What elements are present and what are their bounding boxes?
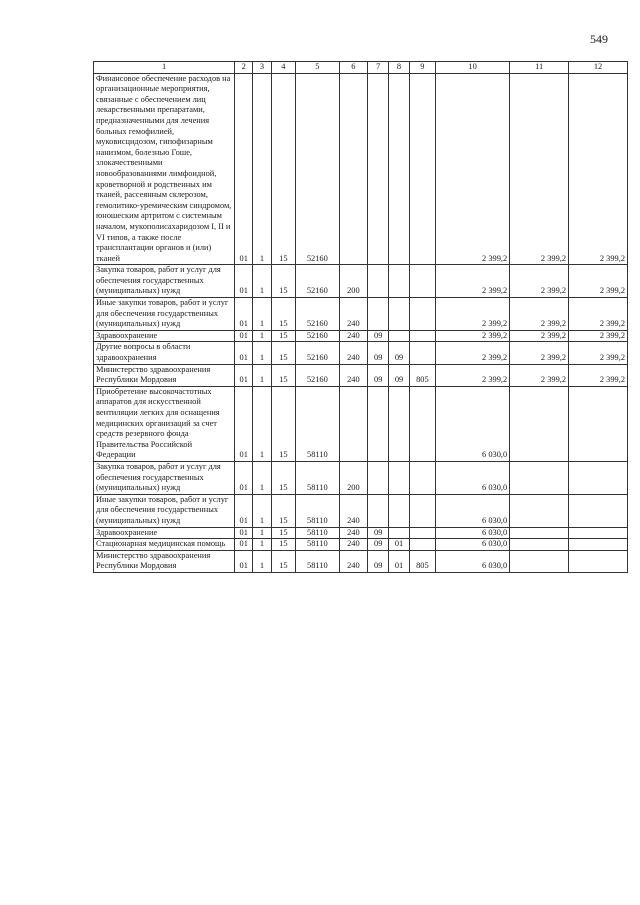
cell-col-10: 6 030,0 bbox=[436, 550, 510, 572]
cell-col-10: 6 030,0 bbox=[436, 527, 510, 539]
cell-col-8 bbox=[389, 527, 409, 539]
table-row bbox=[94, 527, 628, 539]
cell-col-2: 01 bbox=[235, 298, 253, 331]
cell-col-4: 15 bbox=[271, 494, 295, 527]
cell-col-9 bbox=[409, 461, 435, 494]
cell-col-6: 240 bbox=[339, 494, 367, 527]
cell-col-2: 01 bbox=[235, 342, 253, 364]
cell-col-6: 240 bbox=[339, 539, 367, 551]
cell-col-8 bbox=[389, 461, 409, 494]
row-name-cell: Министерство здравоохранения Республики Мордовия bbox=[94, 550, 235, 572]
table-row bbox=[94, 550, 628, 572]
cell-col-11 bbox=[510, 461, 569, 494]
col-header: 1 bbox=[94, 62, 235, 74]
cell-col-6: 200 bbox=[339, 265, 367, 298]
cell-col-12 bbox=[569, 550, 628, 572]
cell-col-11: 2 399,2 bbox=[510, 73, 569, 265]
cell-col-10: 2 399,2 bbox=[436, 364, 510, 386]
row-name-cell: Министерство здравоохранения Республики Мордовия bbox=[94, 364, 235, 386]
col-header: 11 bbox=[510, 62, 569, 74]
cell-col-12: 2 399,2 bbox=[569, 298, 628, 331]
cell-col-2: 01 bbox=[235, 364, 253, 386]
col-header: 7 bbox=[368, 62, 389, 74]
row-name-cell: Здравоохранение bbox=[94, 527, 235, 539]
cell-col-2: 01 bbox=[235, 550, 253, 572]
cell-col-5: 58110 bbox=[296, 386, 340, 461]
cell-col-2: 01 bbox=[235, 386, 253, 461]
row-name-cell: Другие вопросы в области здравоохранения bbox=[94, 342, 235, 364]
cell-col-2: 01 bbox=[235, 461, 253, 494]
cell-col-5: 58110 bbox=[296, 494, 340, 527]
cell-col-7: 09 bbox=[368, 539, 389, 551]
cell-col-2: 01 bbox=[235, 539, 253, 551]
cell-col-2: 01 bbox=[235, 265, 253, 298]
cell-col-6 bbox=[339, 73, 367, 265]
cell-col-4: 15 bbox=[271, 461, 295, 494]
cell-col-10: 6 030,0 bbox=[436, 539, 510, 551]
cell-col-10: 6 030,0 bbox=[436, 461, 510, 494]
cell-col-6: 240 bbox=[339, 364, 367, 386]
cell-col-12 bbox=[569, 494, 628, 527]
cell-col-7: 09 bbox=[368, 330, 389, 342]
cell-col-10: 2 399,2 bbox=[436, 342, 510, 364]
cell-col-2: 01 bbox=[235, 330, 253, 342]
cell-col-6: 240 bbox=[339, 298, 367, 331]
cell-col-7 bbox=[368, 386, 389, 461]
cell-col-3: 1 bbox=[253, 73, 271, 265]
cell-col-7 bbox=[368, 298, 389, 331]
cell-col-5: 58110 bbox=[296, 539, 340, 551]
cell-col-4: 15 bbox=[271, 386, 295, 461]
cell-col-12: 2 399,2 bbox=[569, 265, 628, 298]
cell-col-8 bbox=[389, 298, 409, 331]
row-name-cell: Финансовое обеспечение расходов на организационные мероприятия, связанные с обеспечением лиц лекарственными препаратами, предназначенными для лечения больных гемофилией, муковисцидозом, гипофизарным нанизмом, болезнью Гоше, злокачественными новообразованиями лимфоидной, кроветворной и родственных им тканей, рассеянным склерозом, гемолитико-уремическим синдромом, юношеским артритом с системным началом, мукополисахаридозом I, II и VI типов, а также после трансплантации органов и (или) тканей bbox=[94, 73, 235, 265]
col-header: 10 bbox=[436, 62, 510, 74]
page-number: 549 bbox=[590, 32, 608, 46]
cell-col-9 bbox=[409, 386, 435, 461]
row-name-cell: Приобретение высокочастотных аппаратов для искусственной вентиляции легких для оснащения медицинских организаций за счет средств резервного фонда Правительства Российской Федерации bbox=[94, 386, 235, 461]
cell-col-2: 01 bbox=[235, 527, 253, 539]
cell-col-11 bbox=[510, 527, 569, 539]
row-name-cell: Закупка товаров, работ и услуг для обеспечения государственных (муниципальных) нужд bbox=[94, 461, 235, 494]
cell-col-7 bbox=[368, 461, 389, 494]
col-header: 6 bbox=[339, 62, 367, 74]
cell-col-9 bbox=[409, 494, 435, 527]
cell-col-2: 01 bbox=[235, 494, 253, 527]
budget-table bbox=[93, 61, 628, 573]
cell-col-7 bbox=[368, 265, 389, 298]
cell-col-6: 240 bbox=[339, 527, 367, 539]
table-row bbox=[94, 73, 628, 265]
cell-col-3: 1 bbox=[253, 461, 271, 494]
cell-col-11 bbox=[510, 539, 569, 551]
cell-col-11: 2 399,2 bbox=[510, 265, 569, 298]
cell-col-9 bbox=[409, 539, 435, 551]
cell-col-10: 2 399,2 bbox=[436, 298, 510, 331]
table-row bbox=[94, 461, 628, 494]
cell-col-12: 2 399,2 bbox=[569, 342, 628, 364]
cell-col-6: 240 bbox=[339, 330, 367, 342]
cell-col-9: 805 bbox=[409, 364, 435, 386]
col-header: 8 bbox=[389, 62, 409, 74]
cell-col-4: 15 bbox=[271, 298, 295, 331]
cell-col-7 bbox=[368, 494, 389, 527]
cell-col-4: 15 bbox=[271, 527, 295, 539]
cell-col-12 bbox=[569, 527, 628, 539]
cell-col-3: 1 bbox=[253, 494, 271, 527]
cell-col-8: 01 bbox=[389, 550, 409, 572]
table-row bbox=[94, 364, 628, 386]
cell-col-11: 2 399,2 bbox=[510, 330, 569, 342]
cell-col-11: 2 399,2 bbox=[510, 342, 569, 364]
row-name-cell: Стационарная медицинская помощь bbox=[94, 539, 235, 551]
cell-col-9: 805 bbox=[409, 550, 435, 572]
table-row bbox=[94, 265, 628, 298]
cell-col-4: 15 bbox=[271, 73, 295, 265]
table-row bbox=[94, 298, 628, 331]
cell-col-4: 15 bbox=[271, 265, 295, 298]
cell-col-10: 6 030,0 bbox=[436, 494, 510, 527]
cell-col-9 bbox=[409, 73, 435, 265]
table-row bbox=[94, 342, 628, 364]
col-header: 3 bbox=[253, 62, 271, 74]
cell-col-9 bbox=[409, 298, 435, 331]
cell-col-8 bbox=[389, 494, 409, 527]
table-body bbox=[94, 73, 628, 572]
cell-col-3: 1 bbox=[253, 298, 271, 331]
cell-col-3: 1 bbox=[253, 550, 271, 572]
col-header: 2 bbox=[235, 62, 253, 74]
cell-col-8 bbox=[389, 265, 409, 298]
cell-col-11 bbox=[510, 386, 569, 461]
cell-col-3: 1 bbox=[253, 265, 271, 298]
cell-col-4: 15 bbox=[271, 539, 295, 551]
cell-col-8 bbox=[389, 73, 409, 265]
cell-col-8: 09 bbox=[389, 342, 409, 364]
cell-col-12: 2 399,2 bbox=[569, 73, 628, 265]
table-row bbox=[94, 386, 628, 461]
cell-col-9 bbox=[409, 342, 435, 364]
cell-col-10: 2 399,2 bbox=[436, 330, 510, 342]
cell-col-3: 1 bbox=[253, 527, 271, 539]
cell-col-5: 58110 bbox=[296, 527, 340, 539]
cell-col-11: 2 399,2 bbox=[510, 364, 569, 386]
cell-col-12: 2 399,2 bbox=[569, 330, 628, 342]
row-name-cell: Иные закупки товаров, работ и услуг для обеспечения государственных (муниципальных) нужд bbox=[94, 494, 235, 527]
cell-col-10: 6 030,0 bbox=[436, 386, 510, 461]
cell-col-4: 15 bbox=[271, 342, 295, 364]
table-row bbox=[94, 539, 628, 551]
cell-col-5: 58110 bbox=[296, 550, 340, 572]
table-row bbox=[94, 330, 628, 342]
cell-col-6: 240 bbox=[339, 550, 367, 572]
cell-col-8: 01 bbox=[389, 539, 409, 551]
cell-col-8 bbox=[389, 330, 409, 342]
cell-col-11: 2 399,2 bbox=[510, 298, 569, 331]
cell-col-7: 09 bbox=[368, 550, 389, 572]
cell-col-4: 15 bbox=[271, 330, 295, 342]
cell-col-8 bbox=[389, 386, 409, 461]
row-name-cell: Закупка товаров, работ и услуг для обеспечения государственных (муниципальных) нужд bbox=[94, 265, 235, 298]
cell-col-6: 200 bbox=[339, 461, 367, 494]
cell-col-9 bbox=[409, 330, 435, 342]
cell-col-7: 09 bbox=[368, 342, 389, 364]
cell-col-5: 52160 bbox=[296, 73, 340, 265]
cell-col-7: 09 bbox=[368, 527, 389, 539]
cell-col-7 bbox=[368, 73, 389, 265]
cell-col-5: 58110 bbox=[296, 461, 340, 494]
cell-col-12 bbox=[569, 386, 628, 461]
cell-col-11 bbox=[510, 550, 569, 572]
cell-col-3: 1 bbox=[253, 342, 271, 364]
cell-col-5: 52160 bbox=[296, 265, 340, 298]
col-header: 9 bbox=[409, 62, 435, 74]
cell-col-6 bbox=[339, 386, 367, 461]
cell-col-5: 52160 bbox=[296, 298, 340, 331]
cell-col-6: 240 bbox=[339, 342, 367, 364]
cell-col-12: 2 399,2 bbox=[569, 364, 628, 386]
cell-col-9 bbox=[409, 527, 435, 539]
table-row bbox=[94, 494, 628, 527]
col-header: 4 bbox=[271, 62, 295, 74]
cell-col-3: 1 bbox=[253, 364, 271, 386]
cell-col-10: 2 399,2 bbox=[436, 265, 510, 298]
cell-col-5: 52160 bbox=[296, 330, 340, 342]
cell-col-11 bbox=[510, 494, 569, 527]
cell-col-4: 15 bbox=[271, 550, 295, 572]
cell-col-3: 1 bbox=[253, 386, 271, 461]
header-row bbox=[94, 62, 628, 74]
col-header: 5 bbox=[296, 62, 340, 74]
cell-col-12 bbox=[569, 539, 628, 551]
col-header: 12 bbox=[569, 62, 628, 74]
cell-col-5: 52160 bbox=[296, 342, 340, 364]
row-name-cell: Иные закупки товаров, работ и услуг для обеспечения государственных (муниципальных) нужд bbox=[94, 298, 235, 331]
cell-col-2: 01 bbox=[235, 73, 253, 265]
cell-col-3: 1 bbox=[253, 539, 271, 551]
cell-col-10: 2 399,2 bbox=[436, 73, 510, 265]
cell-col-12 bbox=[569, 461, 628, 494]
row-name-cell: Здравоохранение bbox=[94, 330, 235, 342]
cell-col-8: 09 bbox=[389, 364, 409, 386]
cell-col-9 bbox=[409, 265, 435, 298]
cell-col-3: 1 bbox=[253, 330, 271, 342]
cell-col-4: 15 bbox=[271, 364, 295, 386]
cell-col-7: 09 bbox=[368, 364, 389, 386]
cell-col-5: 52160 bbox=[296, 364, 340, 386]
